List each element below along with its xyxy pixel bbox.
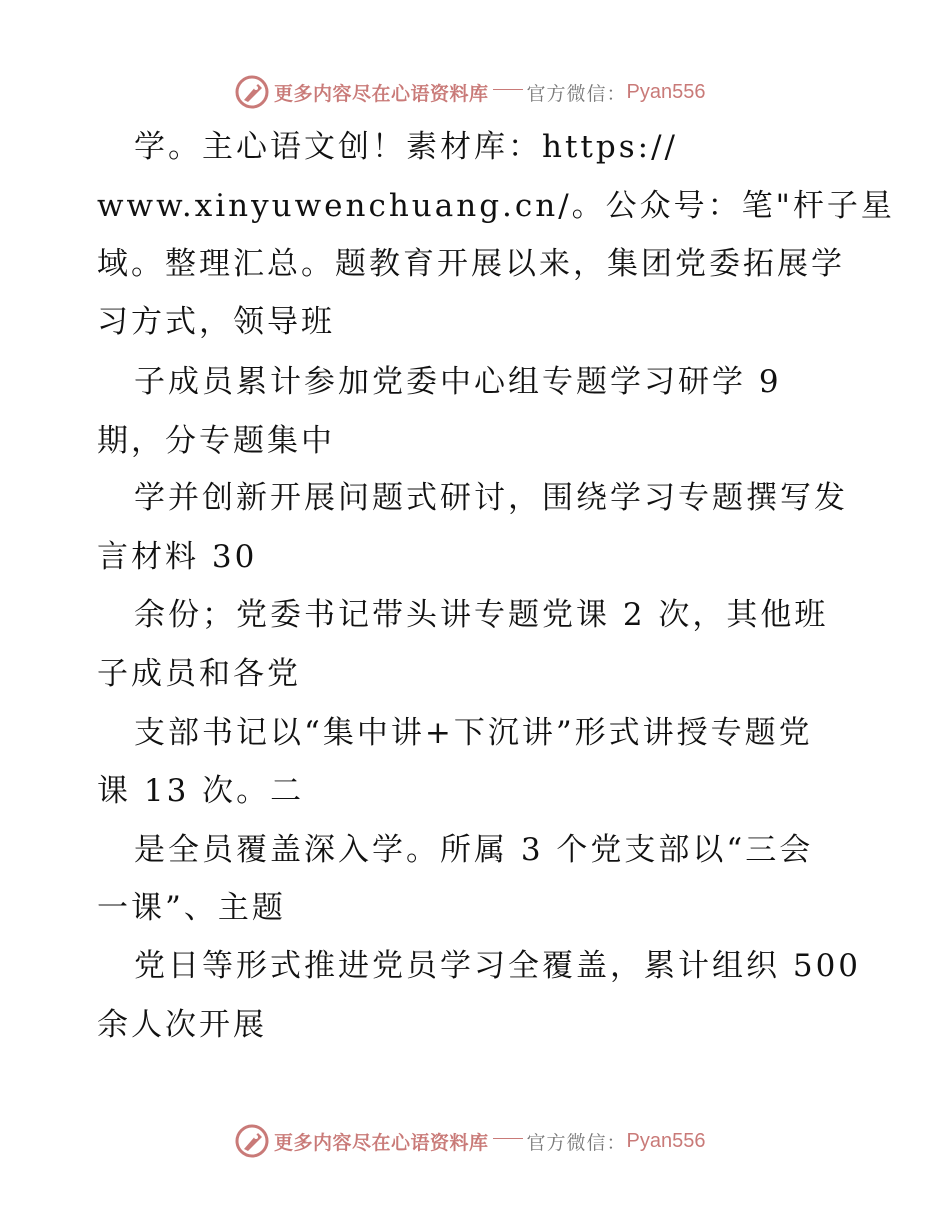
- watermark-dash: [493, 89, 523, 90]
- body-line: 域。整理汇总。题教育开展以来，集团党委拓展学: [97, 246, 845, 282]
- watermark-label: 官方微信：: [526, 82, 627, 105]
- footer-watermark: [234, 1121, 714, 1161]
- body-line: 支部书记以“集中讲+下沉讲”形式讲授专题党: [134, 715, 813, 751]
- body-line: 学。主心语文创！素材库：https://: [134, 129, 678, 165]
- body-line: www.xinyuwenchuang.cn/。公众号：笔"杆子星: [97, 188, 895, 224]
- watermark-account: Pyan556: [626, 80, 706, 103]
- body-line: 子成员累计参加党委中心组专题学习研学 9: [134, 364, 782, 400]
- pen-nib-logo-icon: [234, 74, 270, 110]
- pen-nib-logo-icon: [234, 1123, 270, 1159]
- watermark-brand: 更多内容尽在心语资料库: [274, 82, 489, 105]
- body-line: 习方式，领导班: [97, 304, 335, 340]
- watermark-brand: 更多内容尽在心语资料库: [274, 1131, 489, 1154]
- watermark-dash: [493, 1138, 523, 1139]
- watermark-account: Pyan556: [626, 1129, 706, 1152]
- body-line: 余人次开展: [97, 1007, 267, 1043]
- body-line: 一课”、主题: [97, 890, 286, 926]
- body-line: 期，分专题集中: [97, 423, 335, 459]
- header-watermark: [234, 72, 714, 112]
- watermark-label: 官方微信：: [526, 1131, 627, 1154]
- body-line: 学并创新开展问题式研讨，围绕学习专题撰写发: [134, 480, 848, 516]
- body-line: 党日等形式推进党员学习全覆盖，累计组织 500: [134, 948, 862, 984]
- body-line: 言材料 30: [97, 539, 258, 575]
- body-line: 子成员和各党: [97, 656, 301, 692]
- body-line: 是全员覆盖深入学。所属 3 个党支部以“三会: [134, 832, 814, 868]
- body-line: 课 13 次。二: [97, 773, 305, 809]
- body-line: 余份；党委书记带头讲专题党课 2 次，其他班: [134, 597, 829, 633]
